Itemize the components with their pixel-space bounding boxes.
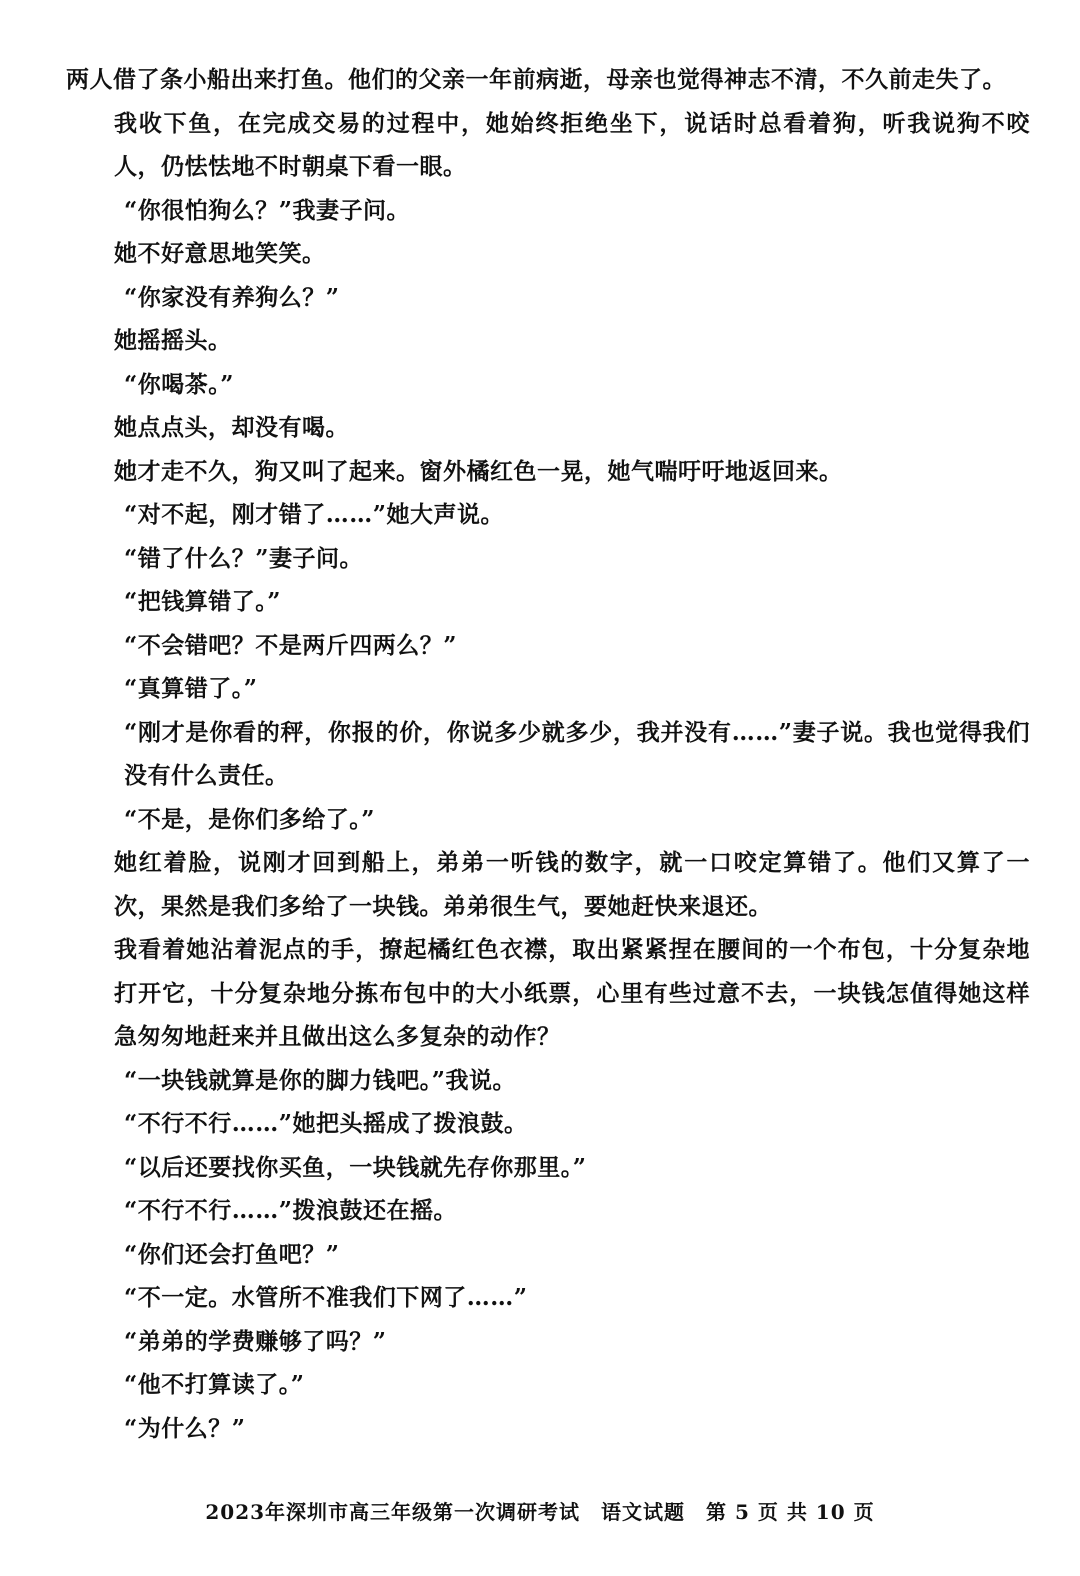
paragraph: “刚才是你看的秤，你报的价，你说多少就多少，我并没有……”妻子说。我也觉得我们没有什么责任。 <box>124 718 1030 789</box>
paragraph: “一块钱就算是你的脚力钱吧。”我说。 <box>124 1066 516 1094</box>
paragraph: 我看着她沾着泥点的手，撩起橘红色衣襟，取出紧紧捏在腰间的一个布包，十分复杂地打开它，十分复杂地分拣布包中的大小纸票，心里有些过意不去，一块钱怎值得她这样急匆匆地赶来并且做出这么多复杂的动作？ <box>114 936 1030 1050</box>
paragraph: 她不好意思地笑笑。 <box>114 240 326 267</box>
paragraph: “真算错了。” <box>124 675 258 702</box>
paragraph: “弟弟的学费赚够了吗？” <box>124 1327 387 1355</box>
paragraph: “把钱算错了。” <box>124 588 281 615</box>
paragraph: “为什么？” <box>124 1414 246 1442</box>
paragraph: 两人借了条小船出来打鱼。他们的父亲一年前病逝，母亲也觉得神志不清，不久前走失了。 <box>66 66 1006 93</box>
paragraph: “不行不行……”她把头摇成了拨浪鼓。 <box>124 1110 528 1137</box>
paragraph: “不行不行……”拨浪鼓还在摇。 <box>124 1197 457 1224</box>
paragraph: “你很怕狗么？”我妻子问。 <box>124 196 410 224</box>
paragraph: “你们还会打鱼吧？” <box>124 1240 340 1268</box>
paragraph: “不是，是你们多给了。” <box>124 805 375 833</box>
paragraph: 她摇摇头。 <box>114 327 232 354</box>
paragraph: “不一定。水管所不准我们下网了……” <box>124 1284 528 1311</box>
paragraph: 我收下鱼，在完成交易的过程中，她始终拒绝坐下，说话时总看着狗，听我说狗不咬人，仍怯怯地不时朝桌下看一眼。 <box>114 109 1030 180</box>
paragraph: “以后还要找你买鱼，一块钱就先存你那里。” <box>124 1153 587 1181</box>
paragraph: 她红着脸，说刚才回到船上，弟弟一听钱的数字，就一口咬定算错了。他们又算了一次，果然是我们多给了一块钱。弟弟很生气，要她赶快来退还。 <box>114 849 1030 920</box>
paragraph: “对不起，刚才错了……”她大声说。 <box>124 501 504 528</box>
paragraph: “错了什么？”妻子问。 <box>124 544 363 572</box>
paragraph: “他不打算读了。” <box>124 1371 305 1398</box>
paragraph: “你喝茶。” <box>124 370 234 398</box>
paragraph: 她才走不久，狗又叫了起来。窗外橘红色一晃，她气喘吁吁地返回来。 <box>114 457 843 485</box>
paragraph: 她点点头，却没有喝。 <box>114 414 349 441</box>
paragraph: “你家没有养狗么？” <box>124 283 340 311</box>
paragraph: “不会错吧？不是两斤四两么？” <box>124 631 457 659</box>
passage-body <box>66 58 1030 1450</box>
page-footer: 2023年深圳市高三年级第一次调研考试 语文试题 第 5 页 共 10 页 <box>205 1500 875 1524</box>
